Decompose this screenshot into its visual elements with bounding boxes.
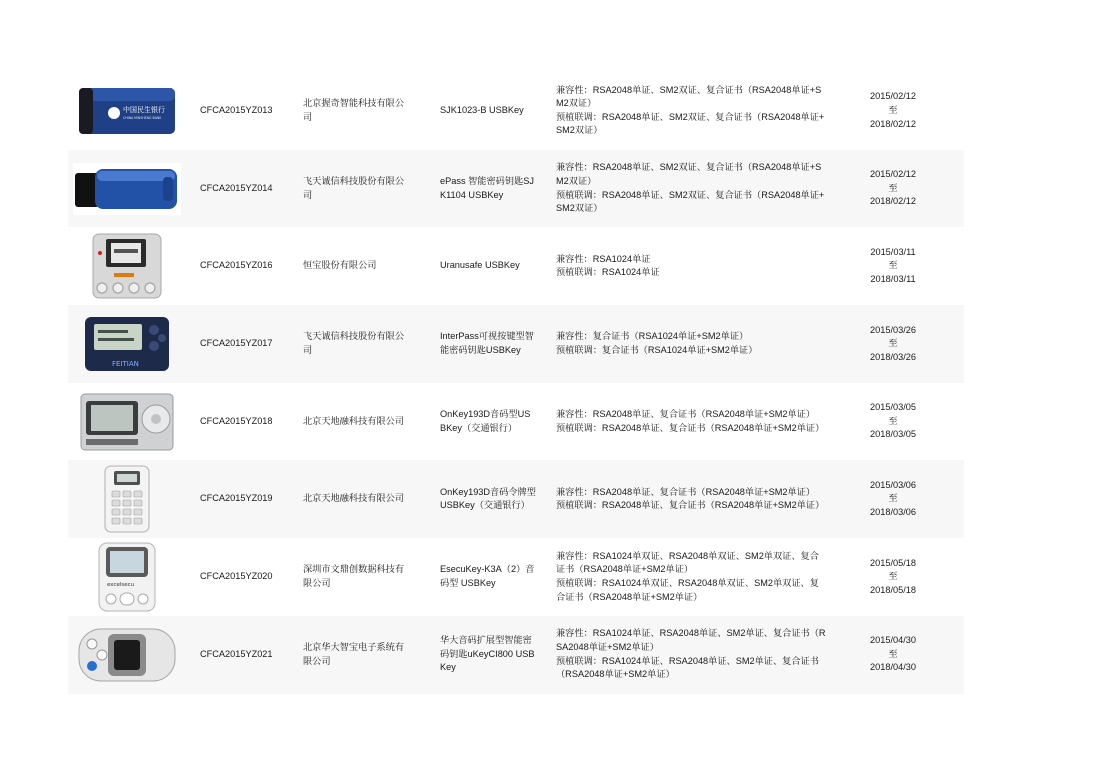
usb-key-blue-minsheng-icon [76, 85, 178, 137]
validity-period [870, 401, 916, 442]
valid-until-date: 2018/03/11 [870, 274, 916, 285]
device-photo [68, 616, 186, 694]
compatibility-text: 兼容性：复合证书（RSA1024单证+SM2单证） [556, 331, 749, 342]
company-name: 北京天地融科技有限公司 [303, 415, 405, 426]
cert-id: CFCA2015YZ018 [200, 415, 273, 426]
product-model: Uranusafe USBKey [440, 260, 520, 271]
compatibility-text: 兼容性：RSA2048单证、SM2双证、复合证书（RSA2048单证+SM2双证） [556, 162, 822, 186]
svg-text:中国民生银行: 中国民生银行 [123, 105, 165, 114]
validity-period [870, 634, 916, 675]
device-photo [68, 227, 186, 305]
valid-to-separator: 至 [888, 648, 898, 659]
product-model: OnKey193D音码令牌型 USBKey（交通银行） [440, 486, 536, 511]
cert-id: CFCA2015YZ016 [200, 260, 273, 271]
preset-test-text: 预植联调：RSA2048单证、SM2双证、复合证书（RSA2048单证+SM2双证） [556, 189, 825, 214]
table-row [68, 227, 964, 305]
preset-test-text: 预植联调：RSA2048单证、SM2双证、复合证书（RSA2048单证+SM2双证） [556, 111, 825, 136]
validity-period [870, 90, 916, 131]
valid-to-separator: 至 [888, 493, 898, 504]
usb-key-white-display-icon [98, 542, 156, 612]
compatibility-text: 兼容性：RSA1024单双证、RSA2048单双证、SM2单双证、复合证书（RSA2048单证+SM2单证） [556, 550, 819, 575]
table-row [68, 150, 964, 228]
product-model: 华大音码扩展型智能密码钥匙uKeyCI800 USBKey [440, 635, 535, 673]
valid-to-separator: 至 [888, 415, 898, 426]
compatibility-text: 兼容性：RSA2048单证、SM2双证、复合证书（RSA2048单证+SM2双证） [556, 84, 822, 109]
table-row [68, 460, 964, 538]
device-photo [68, 383, 186, 461]
valid-from-date: 2015/02/12 [870, 169, 916, 180]
validity-period [870, 246, 915, 287]
preset-test-text: 预植联调：RSA1024单证、RSA2048单证、SM2单证、复合证书（RSA2048单证+SM2单证） [556, 655, 819, 680]
svg-text:excelsecu: excelsecu [107, 581, 135, 588]
table-row [68, 305, 964, 383]
compatibility-text: 兼容性：RSA1024单证 [556, 253, 651, 264]
valid-until-date: 2018/02/12 [870, 196, 916, 207]
compatibility-text: 兼容性：RSA2048单证、复合证书（RSA2048单证+SM2单证） [556, 486, 816, 497]
valid-to-separator: 至 [888, 182, 898, 193]
product-model: SJK1023-B USBKey [440, 105, 524, 116]
usb-key-gray-display-icon [78, 626, 176, 684]
cert-id: CFCA2015YZ017 [200, 338, 273, 349]
validity-period [870, 324, 916, 365]
usb-key-button-display-icon [84, 316, 170, 372]
valid-from-date: 2015/03/06 [870, 479, 916, 490]
compatibility-text: 兼容性：RSA2048单证、复合证书（RSA2048单证+SM2单证） [556, 409, 816, 419]
company-name: 深圳市文鼎创数据科技有限公司 [303, 564, 405, 588]
usb-key-blue-icon [73, 163, 181, 215]
compatibility-text: 兼容性：RSA1024单证、RSA2048单证、SM2单证、复合证书（RSA2048单证+SM2单证） [556, 628, 826, 653]
valid-from-date: 2015/03/11 [870, 246, 916, 257]
preset-test-text: 预植联调：RSA1024单证 [556, 267, 660, 278]
device-photo [68, 72, 186, 150]
company-name: 北京华大智宝电子系统有限公司 [303, 642, 405, 666]
preset-test-text: 预植联调：RSA1024单双证、RSA2048单双证、SM2单双证、复合证书（RSA2048单证+SM2单证） [556, 577, 819, 602]
valid-until-date: 2018/02/12 [870, 118, 916, 129]
company-name: 飞天诚信科技股份有限公司 [303, 175, 405, 200]
cert-id: CFCA2015YZ021 [200, 648, 273, 659]
valid-from-date: 2015/03/05 [870, 402, 916, 413]
product-model: InterPass可视按键型智能密码钥匙USBKey [440, 331, 534, 355]
preset-test-text: 预植联调：复合证书（RSA1024单证+SM2单证） [556, 344, 758, 355]
svg-text:CHINA MINSHENG BANK: CHINA MINSHENG BANK [123, 115, 162, 120]
valid-until-date: 2018/03/05 [870, 429, 916, 440]
company-name: 恒宝股份有限公司 [303, 260, 377, 271]
cert-id: CFCA2015YZ014 [200, 182, 273, 193]
valid-until-date: 2018/04/30 [870, 662, 916, 673]
cert-id: CFCA2015YZ020 [200, 571, 273, 582]
table-row [68, 72, 964, 150]
usb-key-display-icon [92, 233, 162, 299]
table-row [68, 616, 964, 694]
device-photo [68, 538, 186, 616]
company-name: 北京天地融科技有限公司 [303, 493, 405, 504]
valid-to-separator: 至 [888, 571, 898, 582]
valid-until-date: 2018/03/06 [870, 507, 916, 518]
table-row [68, 383, 964, 461]
valid-to-separator: 至 [888, 105, 898, 116]
valid-to-separator: 至 [888, 338, 898, 349]
token-keypad-icon [104, 465, 150, 533]
valid-from-date: 2015/02/12 [870, 91, 916, 102]
preset-test-text: 预植联调：RSA2048单证、复合证书（RSA2048单证+SM2单证） [556, 500, 825, 511]
validity-period [870, 479, 916, 520]
product-model: ePass 智能密码钥匙SJK1104 USBKey [440, 175, 534, 200]
valid-until-date: 2018/05/18 [870, 584, 916, 595]
valid-to-separator: 至 [888, 260, 898, 271]
device-photo [68, 305, 186, 383]
validity-period [870, 168, 916, 209]
cert-id: CFCA2015YZ013 [200, 105, 273, 116]
company-name: 北京握奇智能科技有限公司 [303, 98, 405, 122]
table-row [68, 538, 964, 616]
usb-key-silver-display-icon [80, 393, 174, 451]
valid-from-date: 2015/04/30 [870, 635, 916, 646]
valid-from-date: 2015/05/18 [870, 557, 916, 568]
company-name: 飞天诚信科技股份有限公司 [303, 331, 405, 355]
device-photo [68, 150, 186, 228]
device-photo [68, 460, 186, 538]
product-model: OnKey193D音码型USBKey（交通银行） [440, 409, 531, 433]
valid-from-date: 2015/03/26 [870, 324, 916, 335]
svg-text:FEITIAN: FEITIAN [112, 359, 139, 368]
certified-device-table [68, 72, 964, 694]
cert-id: CFCA2015YZ019 [200, 493, 273, 504]
preset-test-text: 预植联调：RSA2048单证、复合证书（RSA2048单证+SM2单证） [556, 422, 825, 433]
valid-until-date: 2018/03/26 [870, 351, 916, 362]
product-model: EsecuKey-K3A（2）音码型 USBKey [440, 564, 535, 588]
validity-period [870, 557, 916, 598]
